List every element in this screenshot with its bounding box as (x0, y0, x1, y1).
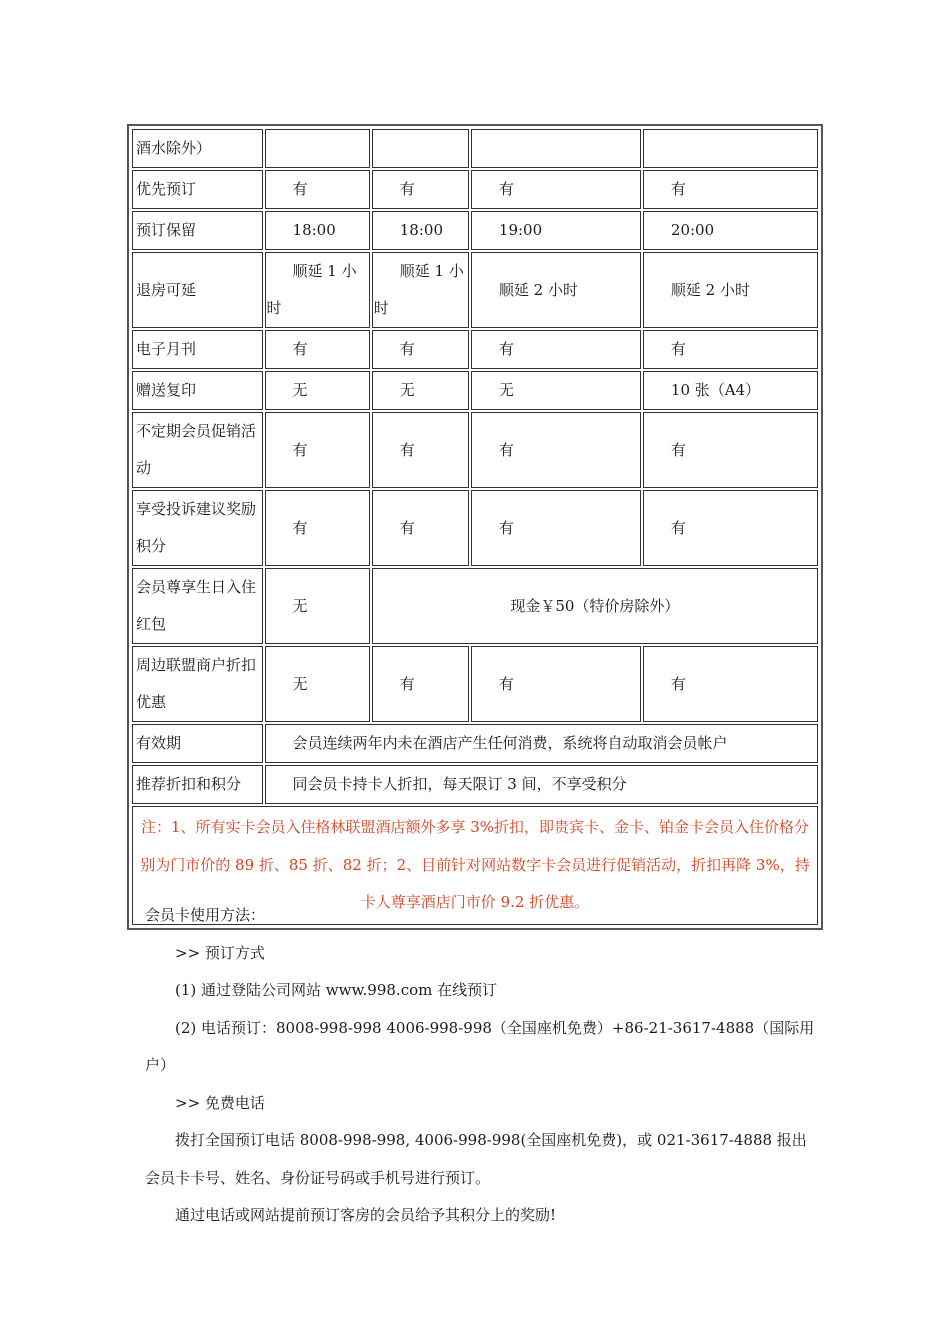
reward-text: 通过电话或网站提前预订客房的会员给予其积分上的奖励! (175, 1206, 557, 1224)
table-cell: 无 (265, 371, 370, 410)
benefits-table-frame (127, 124, 823, 930)
table-row (132, 490, 818, 566)
usage-title: 会员卡使用方法： (145, 906, 266, 924)
booking-option-1: (1) 通过登陆公司网站 www.998.com 在线预订 (175, 981, 498, 999)
table-cell: 有 (643, 170, 818, 209)
table-cell: 顺延 2 小时 (643, 252, 818, 328)
row-label: 退房可延 (132, 252, 263, 328)
row-label: 不定期会员促销活动 (132, 412, 263, 488)
table-note: 注：1、所有实卡会员入住格林联盟酒店额外多享 3%折扣，即贵宾卡、金卡、铂金卡会员入住价格分别为门市价的 89 折、85 折、82 折；2、目前针对网站数字卡会员进行促销活动，折扣再降 3%，持卡人尊享酒店门市价 9.2 折优惠。 (132, 806, 818, 925)
table-cell: 有 (643, 646, 818, 722)
row-label: 酒水除外） (132, 129, 263, 168)
table-cell: 有 (372, 412, 469, 488)
table-row (132, 646, 818, 722)
table-cell: 顺延 1 小时 (265, 252, 370, 328)
table-cell: 有 (471, 170, 641, 209)
row-label: 有效期 (132, 724, 263, 763)
table-cell: 无 (372, 371, 469, 410)
table-cell: 同会员卡持卡人折扣，每天限订 3 间，不享受积分 (265, 765, 818, 804)
row-label: 预订保留 (132, 211, 263, 250)
table-row (132, 211, 818, 250)
table-row (132, 568, 818, 644)
table-cell: 有 (265, 412, 370, 488)
booking-heading: >> 预订方式 (175, 943, 265, 962)
table-cell: 会员连续两年内未在酒店产生任何消费，系统将自动取消会员帐户 (265, 724, 818, 763)
table-cell: 10 张（A4） (643, 371, 818, 410)
row-label: 赠送复印 (132, 371, 263, 410)
table-cell: 有 (265, 330, 370, 369)
row-label: 周边联盟商户折扣优惠 (132, 646, 263, 722)
table-row (132, 252, 818, 328)
table-cell: 有 (471, 646, 641, 722)
table-cell: 18:00 (372, 211, 469, 250)
table-row (132, 371, 818, 410)
table-row (132, 724, 818, 763)
table-cell: 有 (471, 490, 641, 566)
usage-section (145, 897, 815, 1235)
table-row (132, 170, 818, 209)
table-row (132, 412, 818, 488)
row-label: 会员尊享生日入住红包 (132, 568, 263, 644)
table-cell: 有 (265, 170, 370, 209)
row-label: 优先预订 (132, 170, 263, 209)
table-cell: 有 (471, 412, 641, 488)
table-cell: 18:00 (265, 211, 370, 250)
benefits-table (130, 127, 820, 927)
free-call-text-body: 拨打全国预订电话 8008-998-998, 4006-998-998(全国座机免费)，或 021-3617-4888 报出会员卡卡号、姓名、身份证号码或手机号进行预订。 (145, 1131, 807, 1187)
table-cell: 有 (643, 490, 818, 566)
table-cell (643, 129, 818, 168)
table-cell: 有 (643, 412, 818, 488)
table-cell (372, 129, 469, 168)
table-row (132, 765, 818, 804)
table-row (132, 129, 818, 168)
table-cell: 有 (372, 170, 469, 209)
table-cell: 有 (265, 490, 370, 566)
table-cell: 无 (265, 568, 370, 644)
table-cell: 现金￥50（特价房除外） (372, 568, 818, 644)
table-cell (471, 129, 641, 168)
free-call-text (145, 1122, 815, 1197)
booking-option-2 (145, 1010, 815, 1085)
table-cell: 无 (471, 371, 641, 410)
table-cell: 有 (372, 490, 469, 566)
table-cell: 有 (372, 646, 469, 722)
table-cell (265, 129, 370, 168)
table-cell: 20:00 (643, 211, 818, 250)
row-label: 电子月刊 (132, 330, 263, 369)
table-cell: 有 (643, 330, 818, 369)
table-row (132, 330, 818, 369)
row-label: 享受投诉建议奖励积分 (132, 490, 263, 566)
table-cell: 顺延 1 小时 (372, 252, 469, 328)
table-cell: 顺延 2 小时 (471, 252, 641, 328)
table-cell: 19:00 (471, 211, 641, 250)
booking-option-2-text: (2) 电话预订：8008-998-998 4006-998-998（全国座机免费）+86-21-3617-4888（国际用户） (145, 1018, 815, 1074)
table-cell: 有 (471, 330, 641, 369)
table-cell: 无 (265, 646, 370, 722)
row-label: 推荐折扣和积分 (132, 765, 263, 804)
free-call-heading: >> 免费电话 (175, 1093, 265, 1112)
table-cell: 有 (372, 330, 469, 369)
